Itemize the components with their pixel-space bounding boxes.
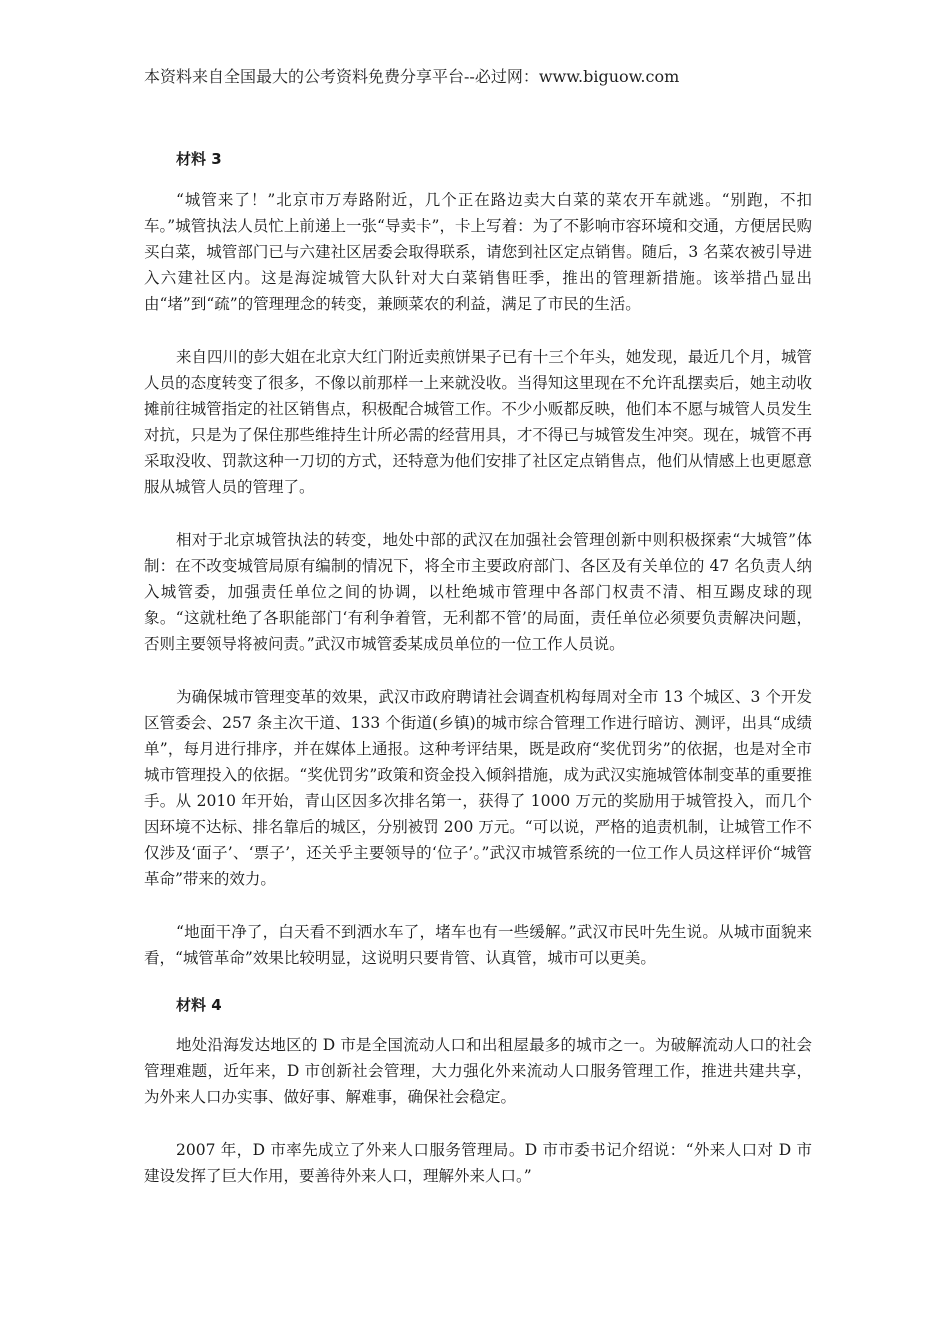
paragraph: “地面干净了，白天看不到洒水车了，堵车也有一些缓解。”武汉市民叶先生说。从城市面貌来看，“城管革命”效果比较明显，这说明只要肯管、认真管，城市可以更美。 [144, 923, 812, 967]
paragraph: 地处沿海发达地区的 D 市是全国流动人口和出租屋最多的城市之一。为破解流动人口的社会管理难题，近年来，D 市创新社会管理，大力强化外来流动人口服务管理工作，推进共建共享，为外来人口办实事、做好事、解难事，确保社会稳定。 [144, 1036, 812, 1106]
paragraph: “城管来了！”北京市万寿路附近，几个正在路边卖大白菜的菜农开车就逃。“别跑，不扣车。”城管执法人员忙上前递上一张“导卖卡”，卡上写着：为了不影响市容环境和交通，方便居民购买白菜，城管部门已与六建社区居委会取得联系，请您到社区定点销售。随后，3 名菜农被引导进入六建社区内。这是海淀城管大队针对大白菜销售旺季，推出的管理新措施。该举措凸显出由“堵”到“疏”的管理理念的转变，兼顾菜农的利益，满足了市民的生活。 [144, 191, 812, 313]
document-body [144, 146, 812, 1216]
paragraph: 为确保城市管理变革的效果，武汉市政府聘请社会调查机构每周对全市 13 个城区、3 个开发区管委会、257 条主次干道、133 个街道(乡镇)的城市综合管理工作进行暗访、测评，出具“成绩单”，每月进行排序，并在媒体上通报。这种考评结果，既是政府“奖优罚劣”的依据，也是对全市城市管理投入的依据。“奖优罚劣”政策和资金投入倾斜措施，成为武汉实施城管体制变革的重要推手。从 2010 年开始，青山区因多次排名第一，获得了 1000 万元的奖励用于城管投入，而几个因环境不达标、排名靠后的城区，分别被罚 200 万元。“可以说，严格的追责机制，让城管工作不仅涉及‘面子’、‘票子’，还关乎主要领导的‘位子’。”武汉市城管系统的一位工作人员这样评价“城管革命”带来的效力。 [144, 688, 812, 888]
page-header-source-note: 本资料来自全国最大的公考资料免费分享平台--必过网：www.biguow.com [144, 67, 680, 86]
section-heading-material-3: 材料 3 [176, 150, 222, 168]
paragraph: 来自四川的彭大姐在北京大红门附近卖煎饼果子已有十三个年头，她发现，最近几个月，城管人员的态度转变了很多，不像以前那样一上来就没收。当得知这里现在不允许乱摆卖后，她主动收摊前往城管指定的社区销售点，积极配合城管工作。不少小贩都反映，他们本不愿与城管人员发生对抗，只是为了保住那些维持生计所必需的经营用具，才不得已与城管发生冲突。现在，城管不再采取没收、罚款这种一刀切的方式，还特意为他们安排了社区定点销售点，他们从情感上也更愿意服从城管人员的管理了。 [144, 348, 812, 496]
section-heading-material-4: 材料 4 [176, 996, 222, 1014]
paragraph: 相对于北京城管执法的转变，地处中部的武汉在加强社会管理创新中则积极探索“大城管”体制：在不改变城管局原有编制的情况下，将全市主要政府部门、各区及有关单位的 47 名负责人纳入城管委，加强责任单位之间的协调，以杜绝城市管理中各部门权责不清、相互踢皮球的现象。“这就杜绝了各职能部门‘有利争着管，无利都不管’的局面，责任单位必须要负责解决问题，否则主要领导将被问责。”武汉市城管委某成员单位的一位工作人员说。 [144, 531, 812, 653]
paragraph: 2007 年，D 市率先成立了外来人口服务管理局。D 市市委书记介绍说：“外来人口对 D 市建设发挥了巨大作用，要善待外来人口，理解外来人口。” [144, 1141, 812, 1185]
